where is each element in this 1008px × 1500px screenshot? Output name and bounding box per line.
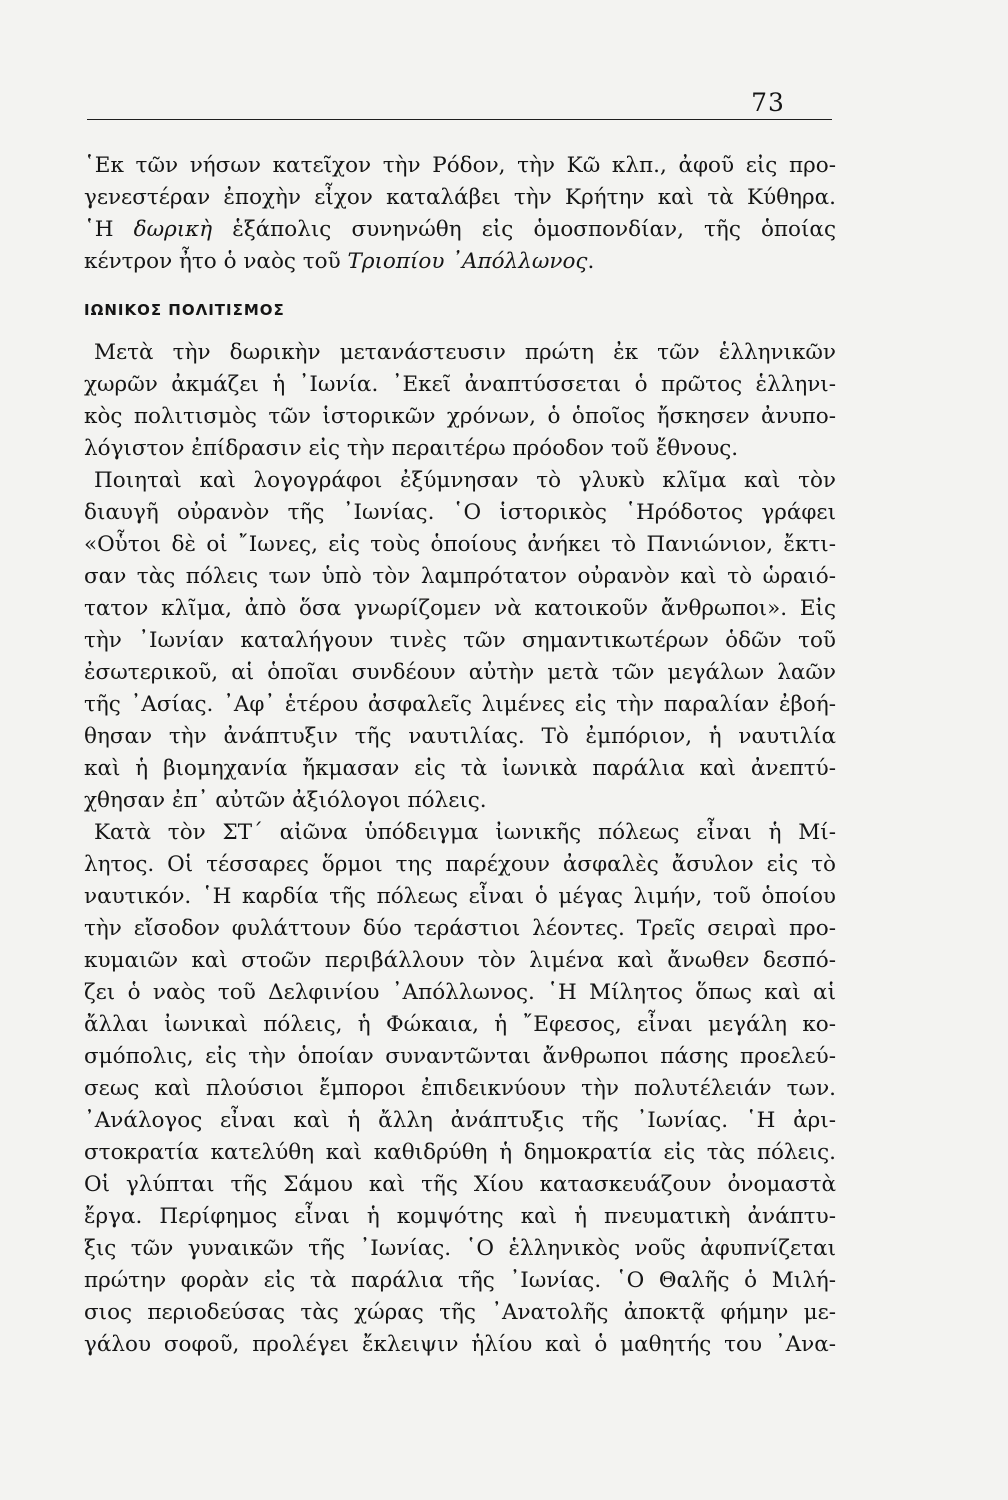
text-line: γενεστέραν ἐποχὴν εἶχον καταλάβει τὴν Κρήτην καὶ τὰ Κύθηρα. <box>84 185 836 210</box>
text-line: τατον κλῖμα, ἀπὸ ὅσα γνωρίζομεν νὰ κατοικοῦν ἄνθρωποι». Εἰς <box>84 596 836 621</box>
text-line: ᾿Ανάλογος εἶναι καὶ ἡ ἄλλη ἀνάπτυξις τῆς ᾿Ιωνίας. ῾Η ἀρι- <box>84 1108 836 1133</box>
text-line: χωρῶν ἀκμάζει ἡ ᾿Ιωνία. ᾿Εκεῖ ἀναπτύσσεται ὁ πρῶτος ἑλληνι- <box>84 372 836 397</box>
header-rule <box>87 119 832 120</box>
section-heading: ΙΩΝΙΚΟΣ ΠΟΛΙΤΙΣΜΟΣ <box>84 301 285 319</box>
text-line: σαν τὰς πόλεις των ὑπὸ τὸν λαμπρότατον οὐρανὸν καὶ τὸ ὡραιό- <box>84 564 836 589</box>
text-line: τῆς ᾿Ασίας. ᾿Αφ᾿ ἑτέρου ἀσφαλεῖς λιμένες εἰς τὴν παραλίαν ἐβοή- <box>84 692 836 717</box>
text-line: ζει ὁ ναὸς τοῦ Δελφινίου ᾿Απόλλωνος. ῾Η Μίλητος ὅπως καὶ αἱ <box>84 980 836 1005</box>
text-line: σιος περιοδεύσας τὰς χώρας τῆς ᾿Ανατολῆς ἀποκτᾷ φήμην με- <box>84 1300 836 1325</box>
text-line: τὴν ᾿Ιωνίαν καταλήγουν τινὲς τῶν σημαντικωτέρων ὁδῶν τοῦ <box>84 628 836 653</box>
text-line: ῾Εκ τῶν νήσων κατεῖχον τὴν Ρόδον, τὴν Κῶ κλπ., ἀφοῦ εἰς προ- <box>84 153 836 178</box>
text-line: διαυγῆ οὐρανὸν τῆς ᾿Ιωνίας. ῾Ο ἱστορικὸς ῾Ηρόδοτος γράφει <box>84 500 836 525</box>
text-line: ξις τῶν γυναικῶν τῆς ᾿Ιωνίας. ῾Ο ἑλληνικὸς νοῦς ἀφυπνίζεται <box>84 1236 836 1261</box>
text-line: Ποιηταὶ καὶ λογογράφοι ἐξύμνησαν τὸ γλυκὺ κλῖμα καὶ τὸν <box>94 468 836 493</box>
text-line: θησαν τὴν ἀνάπτυξιν τῆς ναυτιλίας. Τὸ ἐμπόριον, ἡ ναυτιλία <box>84 724 836 749</box>
text-line: «Οὗτοι δὲ οἱ ῎Ιωνες, εἰς τοὺς ὁποίους ἀνήκει τὸ Πανιώνιον, ἔκτι- <box>84 532 836 557</box>
intro-paragraph <box>84 150 836 278</box>
text-line: κὸς πολιτισμὸς τῶν ἱστορικῶν χρόνων, ὁ ὁποῖος ἤσκησεν ἀνυπο- <box>84 404 836 429</box>
text-line: στοκρατία κατελύθη καὶ καθιδρύθη ἡ δημοκρατία εἰς τὰς πόλεις. <box>84 1140 836 1165</box>
text-line: Κατὰ τὸν ΣΤ΄ αἰῶνα ὑπόδειγμα ἰωνικῆς πόλεως εἶναι ἡ Μί- <box>94 820 836 845</box>
text-line: ἐσωτερικοῦ, αἱ ὁποῖαι συνδέουν αὐτὴν μετὰ τῶν μεγάλων λαῶν <box>84 660 836 685</box>
text-line: Μετὰ τὴν δωρικὴν μετανάστευσιν πρώτη ἐκ τῶν ἑλληνικῶν <box>94 340 836 365</box>
text-line: κέντρον ἦτο ὁ ναὸς τοῦ Τριοπίου ᾿Απόλλωνος. <box>84 249 595 274</box>
text-line: Οἱ γλύπται τῆς Σάμου καὶ τῆς Χίου κατασκευάζουν ὀνομαστὰ <box>84 1172 836 1197</box>
text-line: λητος. Οἱ τέσσαρες ὅρμοι της παρέχουν ἀσφαλὲς ἄσυλον εἰς τὸ <box>84 852 836 877</box>
page-number: 73 <box>751 88 785 117</box>
text-line: πρώτην φορὰν εἰς τὰ παράλια τῆς ᾿Ιωνίας. ῾Ο Θαλῆς ὁ Μιλή- <box>84 1268 836 1293</box>
text-line: κυμαιῶν καὶ στοῶν περιβάλλουν τὸν λιμένα καὶ ἄνωθεν δεσπό- <box>84 948 836 973</box>
italic-term: δωρικὴ <box>133 217 213 242</box>
text-line: καὶ ἡ βιομηχανία ἤκμασαν εἰς τὰ ἰωνικὰ παράλια καὶ ἀνεπτύ- <box>84 756 836 781</box>
text-line: γάλου σοφοῦ, προλέγει ἔκλειψιν ἡλίου καὶ ὁ μαθητής του ᾿Ανα- <box>84 1332 836 1357</box>
text-line: ῾Η δωρικὴ ἑξάπολις συνηνώθη εἰς ὁμοσπονδίαν, τῆς ὁποίας <box>84 217 836 242</box>
text-line: σμόπολις, εἰς τὴν ὁποίαν συναντῶνται ἄνθρωποι πάσης προελεύ- <box>84 1044 836 1069</box>
text-line: σεως καὶ πλούσιοι ἔμποροι ἐπιδεικνύουν τὴν πολυτέλειάν των. <box>84 1076 836 1101</box>
italic-term: Τριοπίου ᾿Απόλλωνος <box>347 249 588 274</box>
text-line: ναυτικόν. ῾Η καρδία τῆς πόλεως εἶναι ὁ μέγας λιμήν, τοῦ ὁποίου <box>84 884 836 909</box>
section-body <box>84 337 836 1361</box>
text-line: τὴν εἴσοδον φυλάττουν δύο τεράστιοι λέοντες. Τρεῖς σειραὶ προ- <box>84 916 836 941</box>
text-line: ἄλλαι ἰωνικαὶ πόλεις, ἡ Φώκαια, ἡ ῎Εφεσος, εἶναι μεγάλη κο- <box>84 1012 836 1037</box>
text-line: λόγιστον ἐπίδρασιν εἰς τὴν περαιτέρω πρόοδον τοῦ ἔθνους. <box>84 436 739 461</box>
text-line: ἔργα. Περίφημος εἶναι ἡ κομψότης καὶ ἡ πνευματικὴ ἀνάπτυ- <box>84 1204 836 1229</box>
text-line: χθησαν ἐπ᾿ αὐτῶν ἀξιόλογοι πόλεις. <box>84 788 487 813</box>
